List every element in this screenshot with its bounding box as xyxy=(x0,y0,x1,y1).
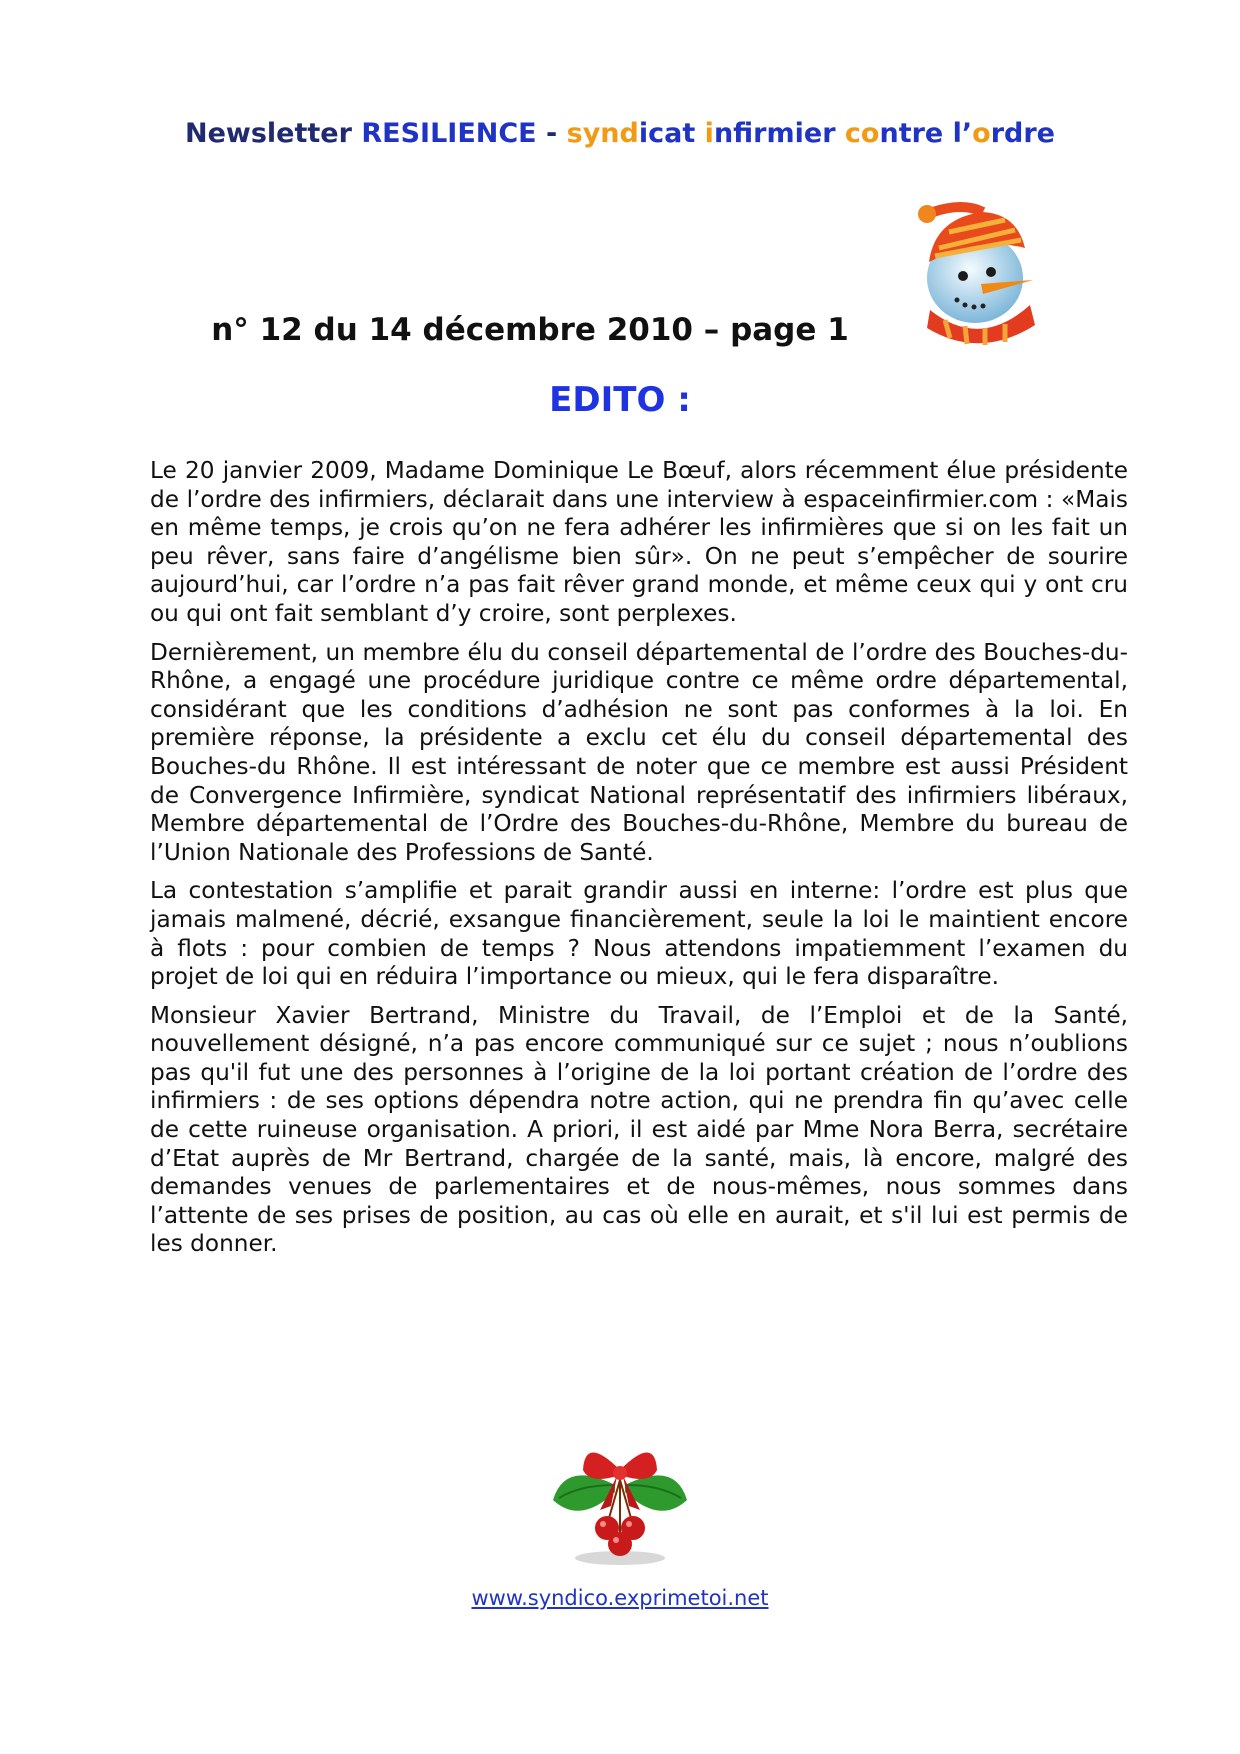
header-part: ntre l’ xyxy=(879,118,973,149)
issue-title: n° 12 du 14 décembre 2010 – page 1 xyxy=(211,312,849,348)
header-part: RESILIENCE xyxy=(361,118,537,149)
header-part: Newsletter xyxy=(185,118,362,149)
paragraph: La contestation s’amplifie et parait grandir aussi en interne: l’ordre est plus que jamais malmené, décrié, exsangue financièrement, seule la loi le maintient encore à flots : pour combien de temps ? Nous attendons impatiemment l’examen du projet de loi qui en réduira l’importance ou mieux, qui le fera disparaître. xyxy=(150,877,1128,991)
header-part: - xyxy=(536,118,567,149)
edito-heading: EDITO : xyxy=(549,380,691,420)
website-link[interactable]: www.syndico.exprimetoi.net xyxy=(471,1586,769,1610)
header-part: icat xyxy=(638,118,705,149)
header-part: o xyxy=(972,118,991,149)
header-part: nfirmier xyxy=(713,118,845,149)
header-part: i xyxy=(704,118,714,149)
paragraph: Dernièrement, un membre élu du conseil départemental de l’ordre des Bouches-du-Rhône, a engagé une procédure juridique contre ce même ordre départemental, considérant que les conditions d’adhésion ne sont pas conformes à la loi. En première réponse, la présidente a exclu cet élu du conseil départemental des Bouches-du Rhône. Il est intéressant de noter que ce membre est aussi Président de Convergence Infirmière, syndicat National représentatif des infirmiers libéraux, Membre départemental de l’Ordre des Bouches-du-Rhône, Membre du bureau de l’Union Nationale des Professions de Santé. xyxy=(150,638,1128,866)
snowman-icon xyxy=(905,200,1055,345)
paragraph: Le 20 janvier 2009, Madame Dominique Le Bœuf, alors récemment élue présidente de l’ordre des infirmiers, déclarait dans une interview à espaceinfirmier.com : «Mais en même temps, je crois qu’on ne fera adhérer les infirmières que si on les fait un peu rêver, sans faire d’angélisme bien sûr». On ne peut s’empêcher de sourire aujourd’hui, car l’ordre n’a pas fait rêver grand monde, et même ceux qui y ont cru ou qui ont fait semblant d’y croire, sont perplexes. xyxy=(150,457,1128,627)
header-part: synd xyxy=(566,118,639,149)
edito-body xyxy=(150,457,1128,1269)
paragraph: Monsieur Xavier Bertrand, Ministre du Travail, de l’Emploi et de la Santé, nouvellement désigné, n’a pas encore communiqué sur ce sujet ; nous n’oublions pas qu'il fut une des personnes à l’origine de la loi portant création de l’ordre des infirmiers : de ses options dépendra notre action, qui ne prendra fin qu’avec celle de cette ruineuse organisation. A priori, il est aidé par Mme Nora Berra, secrétaire d’Etat auprès de Mr Bertrand, chargée de la santé, mais, là encore, malgré des demandes venues de parlementaires et de nous-mêmes, nous sommes dans l’attente de ses prises de position, au cas où elle en aurait, et s'il lui est permis de les donner. xyxy=(150,1001,1128,1258)
header-part: rdre xyxy=(990,118,1055,149)
christmas-bow-icon xyxy=(545,1430,695,1570)
header-part: co xyxy=(844,118,880,149)
newsletter-header xyxy=(0,118,1240,149)
